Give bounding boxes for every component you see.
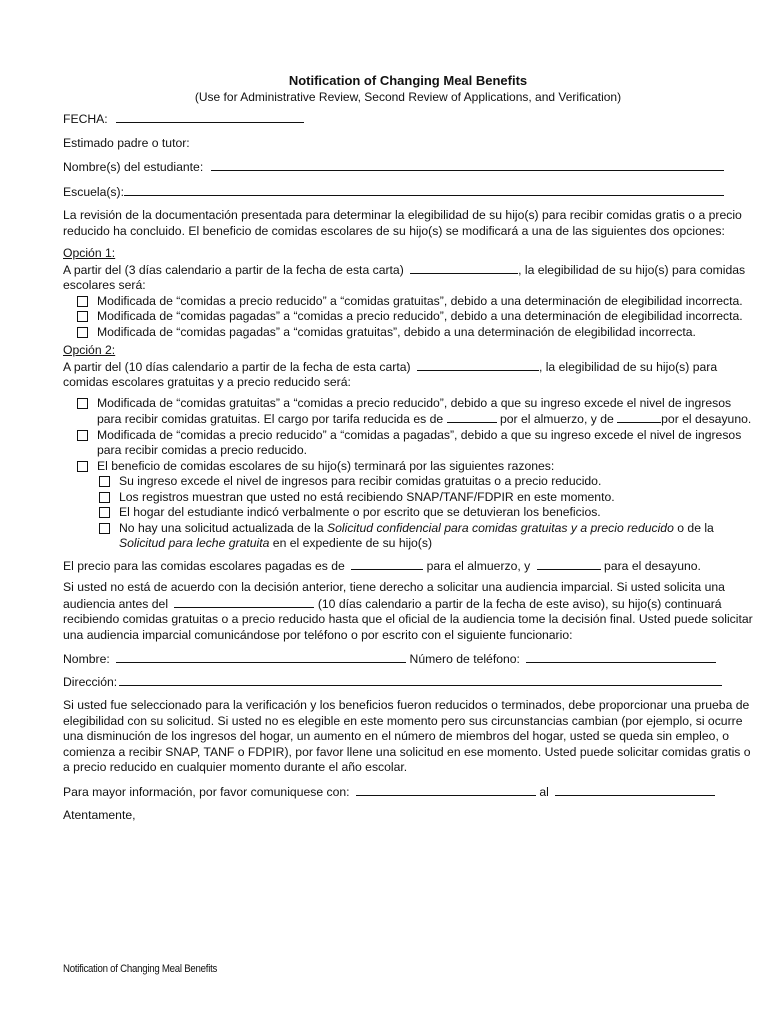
option2-item1-text [97, 396, 753, 428]
verification-paragraph: Si usted fue seleccionado para la verificación y los beneficios fueron reducidos o terminados, debe proporcionar una prueba de elegibilidad con su solicitud. Si usted no es elegible en este momento pero sus circunstancias cambian (por ejemplo, si ocurre una disminución de los ingresos del hogar, un aumento en el número de miembros del hogar, usted se queda sin empleo, o comienza a recibir SNAP, TANF o FDPIR), por favor llene una solicitud en ese momento. Usted puede solicitar comidas gratis o a precio reducido en cualquier momento durante el año escolar. [63, 698, 751, 774]
price-a: El precio para las comidas escolares pagadas es de [63, 558, 345, 573]
document-title: Notification of Changing Meal Benefits [288, 73, 528, 88]
option2-lead-b: , la elegibilidad de su hijo(s) para comidas escolares gratuitas y a precio reducido será: [63, 359, 718, 389]
address-blank[interactable] [119, 674, 722, 686]
name-blank[interactable] [116, 651, 406, 663]
checkbox[interactable] [99, 476, 110, 487]
option2-item1-c: por el desayuno. [661, 412, 752, 426]
greeting: Estimado padre o tutor: [63, 135, 190, 150]
closing: Atentamente, [63, 808, 136, 822]
option2-heading: Opción 2: [63, 343, 116, 357]
address-row [63, 674, 753, 691]
option1-date-blank[interactable] [410, 262, 518, 274]
paid-breakfast-blank[interactable] [537, 558, 601, 570]
paid-lunch-blank[interactable] [351, 558, 423, 570]
contact-phone-blank[interactable] [555, 784, 715, 796]
reason-text: El hogar del estudiante indicó verbalmente o por escrito que se detuvieran los beneficios. [119, 505, 601, 519]
checkbox[interactable] [99, 492, 110, 503]
school-label: Escuela(s): [63, 184, 124, 199]
option1-item [63, 325, 753, 341]
reason-item [63, 505, 753, 521]
phone-blank[interactable] [526, 651, 716, 663]
application-title: Solicitud confidencial para comidas gratuitas y a precio reducido [327, 520, 674, 535]
option2-lead [63, 359, 753, 391]
checkbox[interactable] [77, 311, 88, 322]
checkbox[interactable] [77, 461, 88, 472]
option1-lead [63, 262, 753, 294]
page-footer: Notification of Changing Meal Benefits [63, 963, 218, 975]
more-info-row [63, 784, 753, 801]
contact-row [63, 651, 753, 668]
document-subtitle: (Use for Administrative Review, Second Review of Applications, and Verification) [194, 90, 622, 104]
school-blank[interactable] [124, 184, 724, 196]
hearing-date-blank[interactable] [174, 596, 314, 608]
reason4-text [119, 521, 753, 552]
option1-item [63, 309, 753, 325]
date-label: FECHA: [63, 112, 108, 126]
checkbox[interactable] [77, 327, 88, 338]
option2-item1-b: por el almuerzo, y de [499, 412, 614, 426]
letter-page [63, 70, 753, 824]
student-label: Nombre(s) del estudiante: [63, 160, 204, 174]
more-info-a: Para mayor información, por favor comuniquese con: [63, 784, 350, 799]
date-row [63, 111, 753, 128]
address-label: Dirección: [63, 674, 118, 689]
reason-text: Los registros muestran que usted no está recibiendo SNAP/TANF/FDPIR en este momento. [119, 489, 615, 504]
checkbox[interactable] [77, 430, 88, 441]
option1-item [63, 294, 753, 310]
hearing-paragraph [63, 580, 753, 643]
option2-item1-a: Modificada de “comidas gratuitas” a “comidas a precio reducido”, debido a que su ingreso excede el nivel de ingresos para recibir comidas gratuitas. El cargo por tarifa reducida es de [97, 395, 732, 426]
reason-item [63, 474, 753, 490]
option2-lead-a: A partir del (10 días calendario a partir de la fecha de esta carta) [63, 359, 411, 374]
checkbox[interactable] [77, 398, 88, 409]
option1-lead-b: , la elegibilidad de su hijo(s) para comidas escolares será: [63, 262, 746, 292]
option2-item [63, 428, 753, 459]
option2-item3-text: El beneficio de comidas escolares de su hijo(s) terminará por las siguientes razones: [97, 458, 555, 473]
date-blank[interactable] [116, 111, 304, 123]
checkbox[interactable] [77, 296, 88, 307]
intro-paragraph: La revisión de la documentación presentada para determinar la elegibilidad de su hijo(s) para recibir comidas gratis o a precio reducido ha concluido. El beneficio de comidas escolares de su hijo(s) se modificará a una de las siguientes dos opciones: [63, 208, 742, 238]
checkbox[interactable] [99, 507, 110, 518]
option2-item [63, 459, 753, 475]
more-info-b: al [539, 784, 549, 799]
option1-item-text: Modificada de “comidas a precio reducido” a “comidas gratuitas”, debido a una determinación de elegibilidad incorrecta. [97, 293, 743, 308]
option2-item2-text: Modificada de “comidas a precio reducido” a “comidas a pagadas”, debido a que su ingreso excede el nivel de ingresos para recibir comidas a precio reducido. [97, 427, 742, 457]
milk-application-title: Solicitud para leche gratuita [119, 536, 270, 550]
hearing-b: (10 días calendario a partir de la fecha de este aviso), su hijo(s) continuará recibiendo comidas gratuitas o a precio reducido hasta que el oficial de la audiencia tome la decisión final. Usted puede solicitar una audiencia imparcial comunicándose por teléfono o por escrito con el siguiente funcionario: [63, 596, 753, 642]
reason4-a: No hay una solicitud actualizada de la [119, 520, 327, 535]
reason4-b: o de la [673, 520, 714, 535]
reason-item [63, 490, 753, 506]
reduced-breakfast-blank[interactable] [617, 411, 661, 423]
reason-text: Su ingreso excede el nivel de ingresos para recibir comidas gratuitas o a precio reducido. [119, 474, 602, 488]
name-label: Nombre: [63, 652, 110, 666]
reason4-c: en el expediente de su hijo(s) [269, 536, 433, 550]
option2-item [63, 396, 753, 428]
reduced-lunch-blank[interactable] [447, 411, 497, 423]
contact-person-blank[interactable] [356, 784, 536, 796]
price-c: para el desayuno. [604, 558, 701, 573]
student-blank[interactable] [211, 159, 724, 171]
option1-item-text: Modificada de “comidas pagadas” a “comidas a precio reducido”, debido a una determinación de elegibilidad incorrecta. [97, 309, 743, 323]
option1-item-text: Modificada de “comidas pagadas” a “comidas gratuitas”, debido a una determinación de elegibilidad incorrecta. [97, 324, 696, 339]
student-row [63, 159, 753, 176]
option1-lead-a: A partir del (3 días calendario a partir de la fecha de esta carta) [63, 262, 404, 277]
phone-label: Número de teléfono: [409, 652, 520, 666]
option2-date-blank[interactable] [417, 359, 539, 371]
price-row [63, 558, 753, 575]
reason-item [63, 521, 753, 552]
price-b: para el almuerzo, y [426, 558, 531, 573]
checkbox[interactable] [99, 523, 110, 534]
option1-heading: Opción 1: [63, 246, 116, 260]
school-row [63, 184, 753, 201]
hearing-a: Si usted no está de acuerdo con la decisión anterior, tiene derecho a solicitar una audiencia imparcial. Si usted solicita una audiencia antes del [63, 580, 725, 611]
